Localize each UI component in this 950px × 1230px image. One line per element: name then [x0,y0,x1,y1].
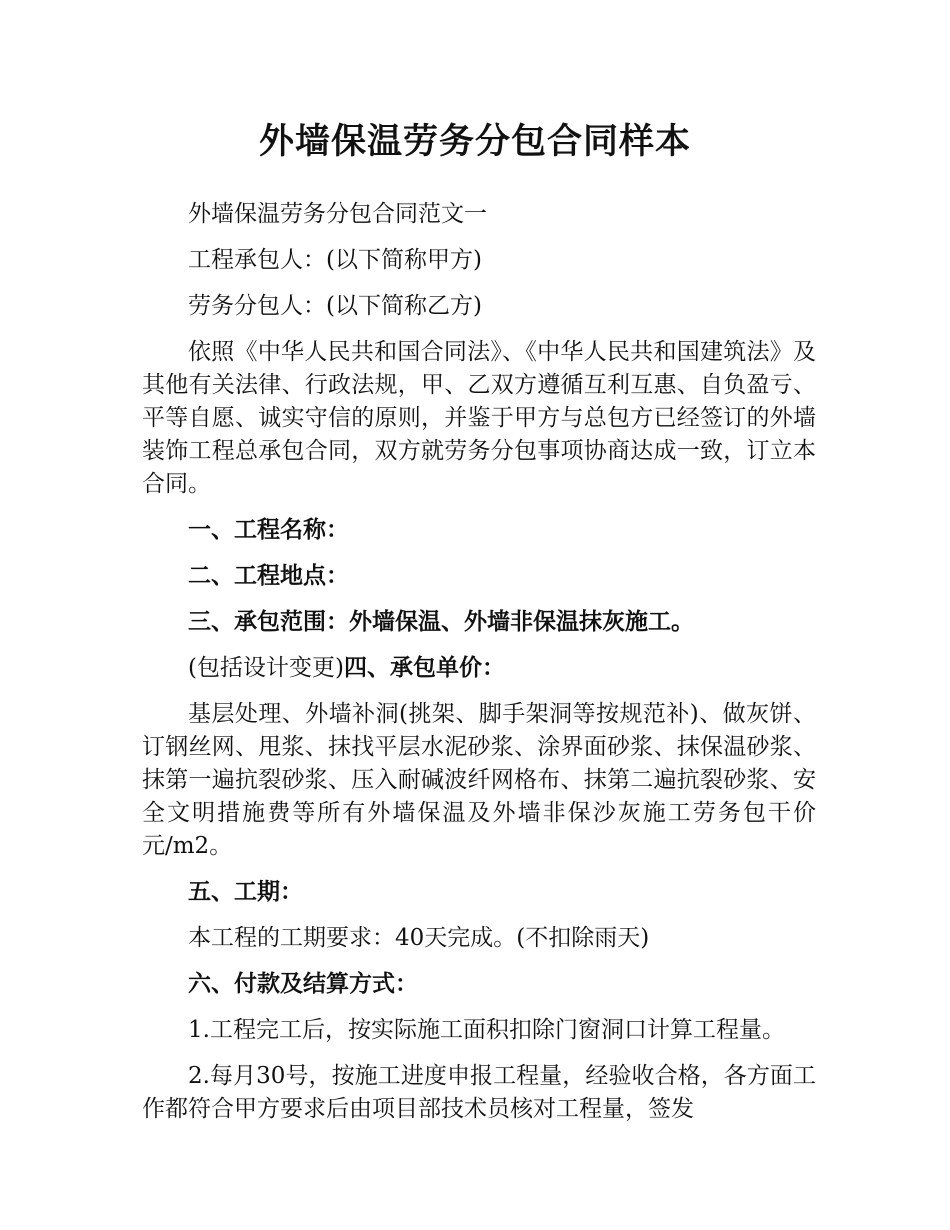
payment-item-2: 2.每月30号，按施工进度申报工程量，经验收合格，各方面工作都符合甲方要求后由项目部技术员核对工程量，签发 [142,1063,816,1122]
document-body [142,198,816,1139]
party-a-line: 工程承包人：(以下简称甲方) [188,247,482,273]
preamble-paragraph: 依照《中华人民共和国合同法》、《中华人民共和国建筑法》及其他有关法律、行政法规，甲、乙双方遵循互利互惠、自负盈亏、平等自愿、诚实守信的原则，并鉴于甲方与总包方已经签订的外墙装饰工程总承包合同，双方就劳务分包事项协商达成一致，订立本合同。 [142,339,816,497]
party-b-line: 劳务分包人：(以下简称乙方) [188,293,482,319]
section-schedule: 五、工期： [188,879,303,905]
section-payment: 六、付款及结算方式： [188,971,418,997]
section-project-location: 二、工程地点： [188,563,349,589]
document-title: 外墙保温劳务分包合同样本 [258,122,691,162]
payment-item-1: 1.工程完工后，按实际施工面积扣除门窗洞口计算工程量。 [188,1017,785,1043]
contract-subtitle: 外墙保温劳务分包合同范文一 [188,201,487,227]
schedule-paragraph: 本工程的工期要求：40天完成。(不扣除雨天) [188,925,650,951]
section-scope: 三、承包范围：外墙保温、外墙非保温抹灰施工。 [188,609,694,635]
unit-price-paragraph: 基层处理、外墙补洞(挑架、脚手架洞等按规范补)、做灰饼、订钢丝网、甩浆、抹找平层水泥砂浆、涂界面砂浆、抹保温砂浆、抹第一遍抗裂砂浆、压入耐碱波纤网格布、抹第二遍抗裂砂浆、安全文明措施费等所有外墙保温及外墙非保沙灰施工劳务包干价元/m2。 [142,701,816,859]
section-unit-price-line [142,652,816,685]
section-project-name: 一、工程名称： [188,517,349,543]
section-unit-price: 四、承包单价： [343,655,505,681]
design-change-note: (包括设计变更) [188,655,344,681]
